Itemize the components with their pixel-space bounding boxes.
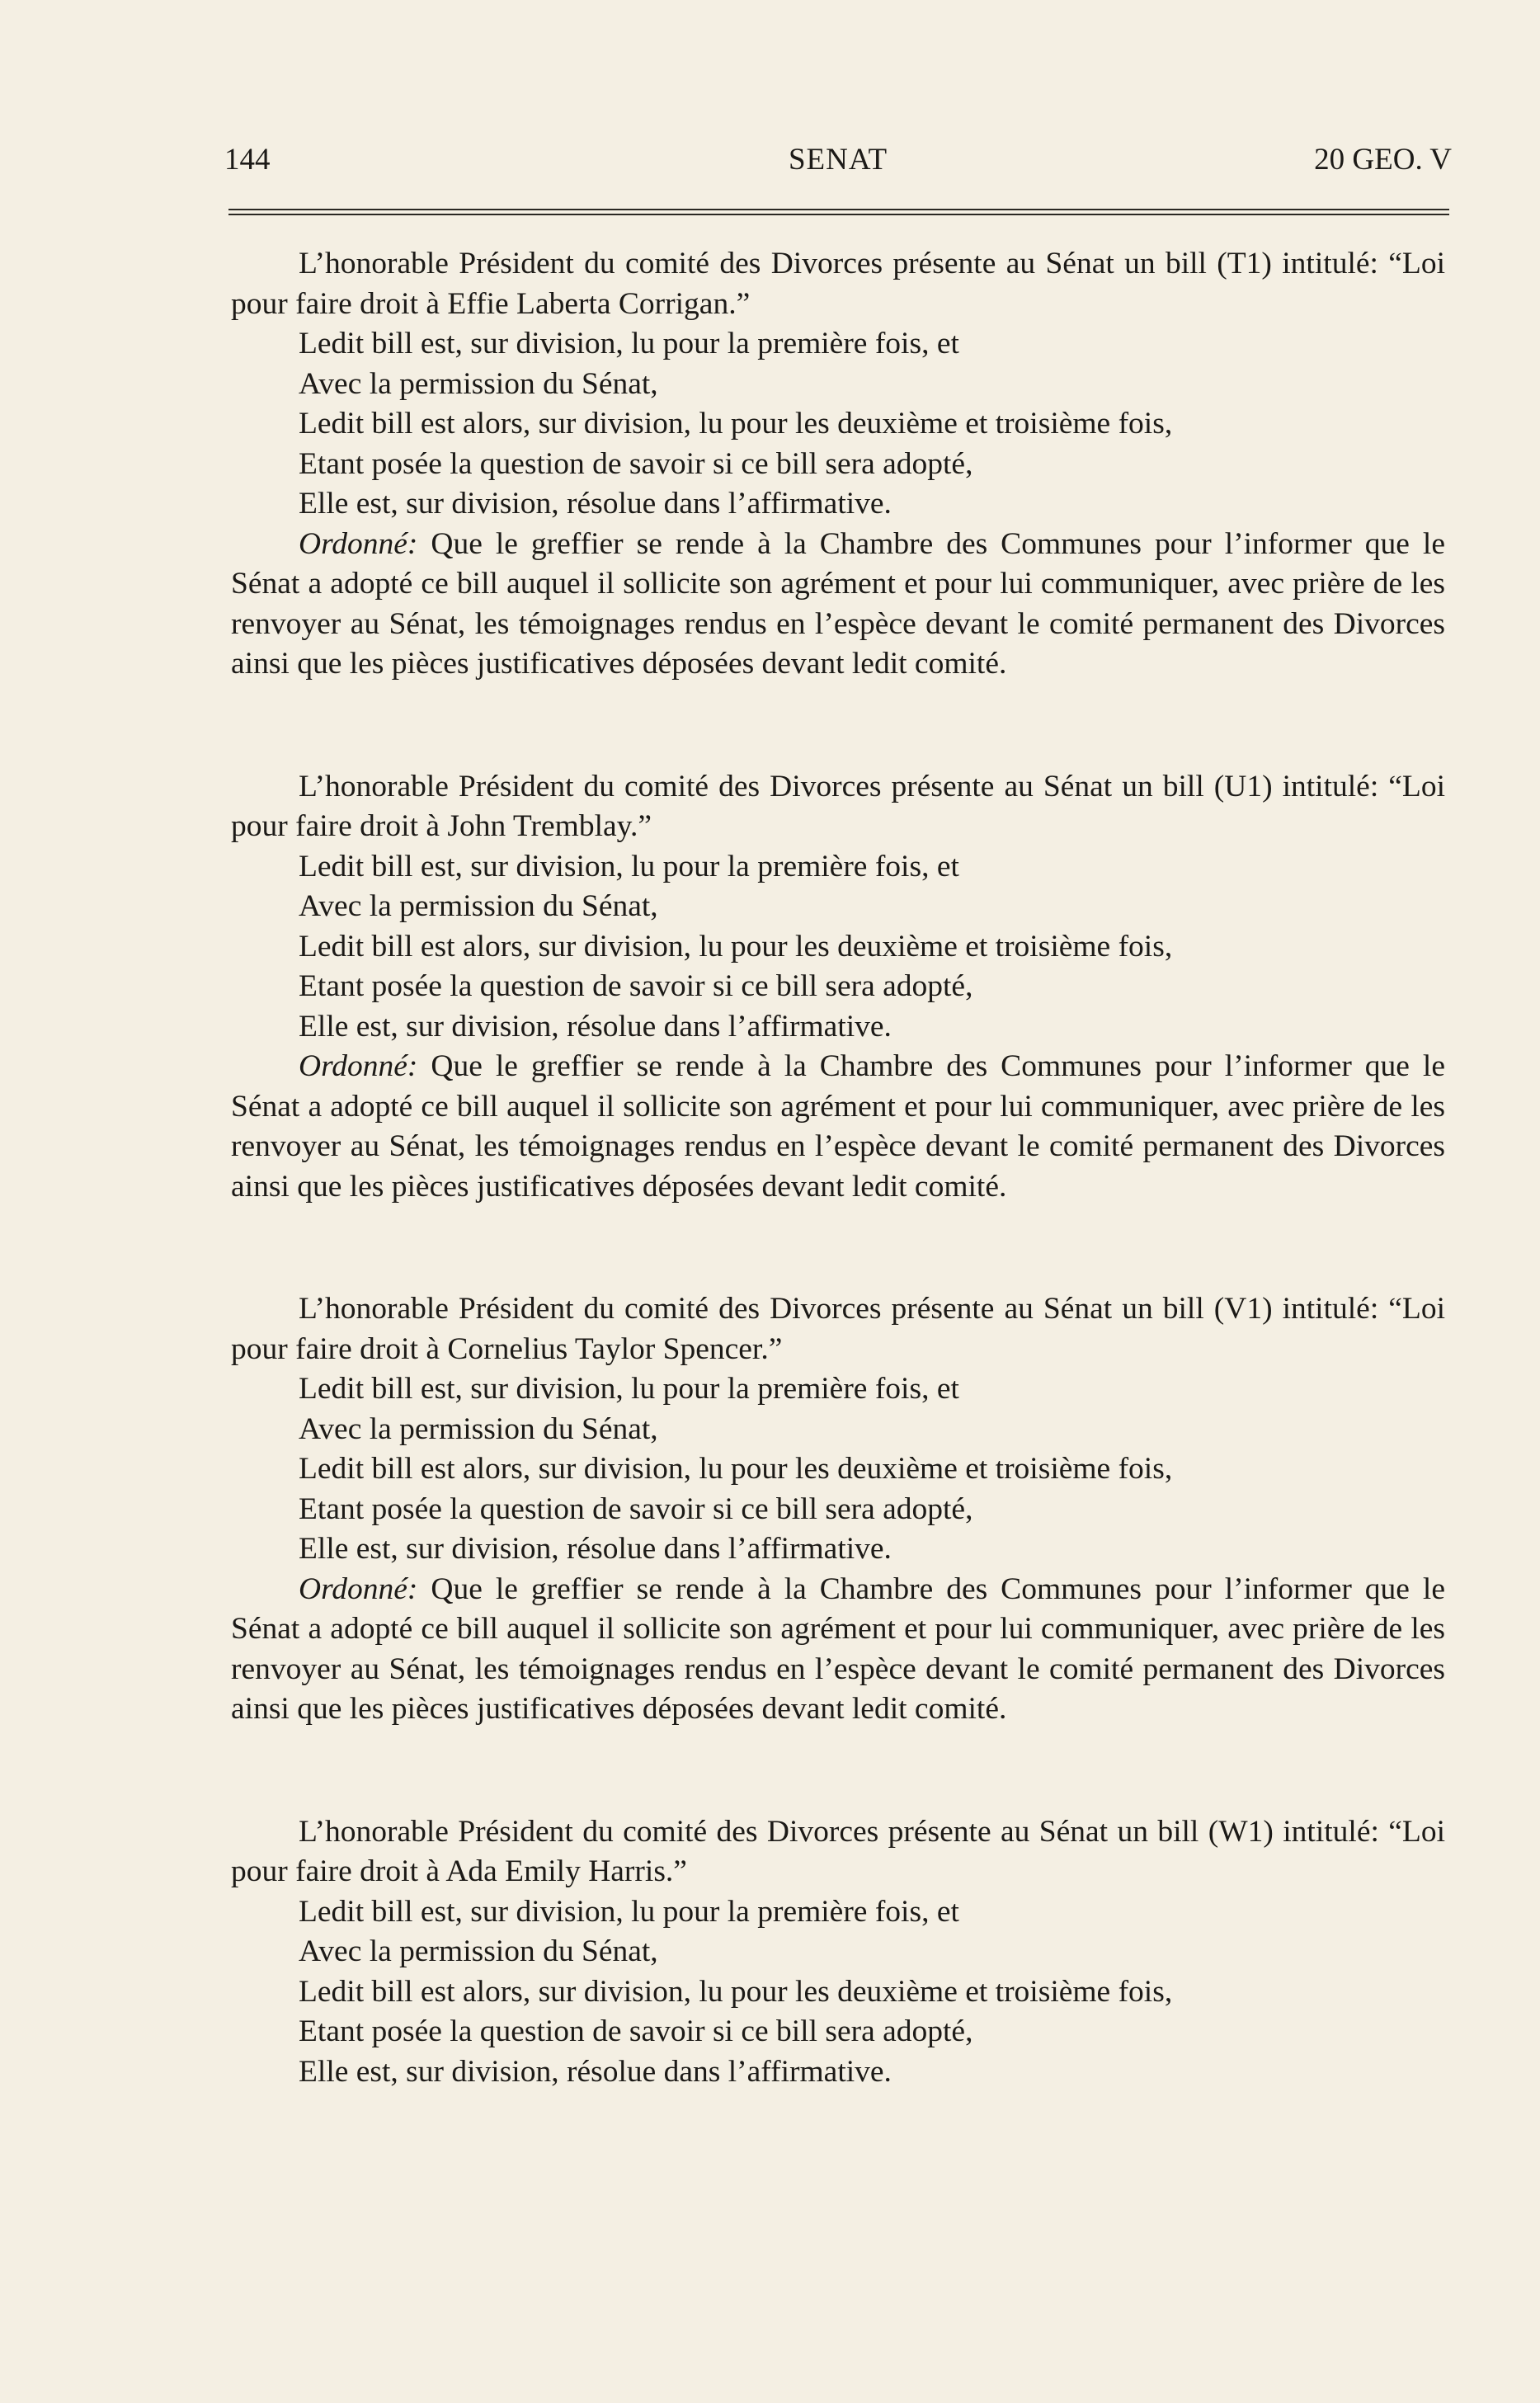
bill-intro: L’honorable Président du comité des Divorces présente au Sénat un bill (V1) intitulé: “Loi pour faire droit à Cornelius Taylor Spencer.”: [231, 1292, 1445, 1366]
bill-step: Avec la permission du Sénat,: [299, 366, 658, 401]
bill-step: Ledit bill est, sur division, lu pour la première fois, et: [299, 1894, 959, 1929]
bill-step: Elle est, sur division, résolue dans l’affirmative.: [299, 1532, 892, 1566]
bill-step: Etant posée la question de savoir si ce bill sera adopté,: [299, 2014, 973, 2048]
bill-intro: L’honorable Président du comité des Divorces présente au Sénat un bill (T1) intitulé: “Loi pour faire droit à Effie Laberta Corrigan.”: [231, 247, 1445, 321]
regnal-year: 20 GEO. V: [1314, 143, 1452, 177]
header-rule-bottom: [228, 214, 1449, 215]
bill-step: Elle est, sur division, résolue dans l’affirmative.: [299, 1009, 892, 1044]
bill-step: Ledit bill est, sur division, lu pour la première fois, et: [299, 327, 959, 360]
bill-step: Ledit bill est alors, sur division, lu pour les deuxième et troisième fois,: [299, 929, 1173, 964]
order-label: Ordonné:: [299, 1571, 418, 1606]
bill-step: Etant posée la question de savoir si ce bill sera adopté,: [299, 446, 973, 481]
bill-step: Ledit bill est alors, sur division, lu pour les deuxième et troisième fois,: [299, 1974, 1173, 2009]
order-label: Ordonné:: [299, 526, 418, 561]
bill-step: Etant posée la question de savoir si ce bill sera adopté,: [299, 1491, 973, 1526]
bill-step: Etant posée la question de savoir si ce bill sera adopté,: [299, 969, 973, 1003]
bill-intro: L’honorable Président du comité des Divorces présente au Sénat un bill (U1) intitulé: “Loi pour faire droit à John Tremblay.”: [231, 769, 1445, 843]
bill-step: Ledit bill est, sur division, lu pour la première fois, et: [299, 1372, 959, 1406]
bill-step: Avec la permission du Sénat,: [299, 889, 658, 923]
header-title: SENAT: [788, 143, 888, 177]
bill-step: Avec la permission du Sénat,: [299, 1411, 658, 1446]
bill-step: Ledit bill est alors, sur division, lu pour les deuxième et troisième fois,: [299, 407, 1173, 441]
bill-entry-v1: [231, 1289, 1445, 1730]
order-text: Que le greffier se rende à la Chambre des Communes pour l’informer que le Sénat a adopté ce bill auquel il sollicite son agrément et pour lui communiquer, avec prière de les renvoyer au Sénat, les témoignages rendus en l’espèce devant le comité permanent des Divorces ainsi que les pièces justificatives déposées devant ledit comité.: [231, 1571, 1445, 1726]
bill-entry-w1: [231, 1812, 1445, 2093]
page-number: 144: [224, 143, 271, 177]
bill-step: Ledit bill est alors, sur division, lu pour les deuxième et troisième fois,: [299, 1452, 1173, 1486]
order-paragraph: [231, 1047, 1445, 1207]
header-rule-top: [228, 209, 1449, 210]
order-text: Que le greffier se rende à la Chambre des Communes pour l’informer que le Sénat a adopté ce bill auquel il sollicite son agrément et pour lui communiquer, avec prière de les renvoyer au Sénat, les témoignages rendus en l’espèce devant le comité permanent des Divorces ainsi que les pièces justificatives déposées devant ledit comité.: [231, 526, 1445, 681]
page-body: [231, 244, 1445, 2092]
bill-step: Elle est, sur division, résolue dans l’affirmative.: [299, 487, 892, 521]
order-paragraph: [231, 525, 1445, 685]
bill-step: Avec la permission du Sénat,: [299, 1934, 658, 1968]
bill-entry-u1: [231, 767, 1445, 1208]
running-header: [224, 142, 1452, 183]
bill-intro: L’honorable Président du comité des Divorces présente au Sénat un bill (W1) intitulé: “Loi pour faire droit à Ada Emily Harris.”: [231, 1814, 1445, 1888]
bill-step: Ledit bill est, sur division, lu pour la première fois, et: [299, 849, 959, 883]
order-paragraph: [231, 1570, 1445, 1730]
order-label: Ordonné:: [299, 1049, 418, 1083]
order-text: Que le greffier se rende à la Chambre des Communes pour l’informer que le Sénat a adopté ce bill auquel il sollicite son agrément et pour lui communiquer, avec prière de les renvoyer au Sénat, les témoignages rendus en l’espèce devant le comité permanent des Divorces ainsi que les pièces justificatives déposées devant ledit comité.: [231, 1049, 1445, 1204]
bill-entry-t1: [231, 244, 1445, 685]
bill-step: Elle est, sur division, résolue dans l’affirmative.: [299, 2054, 892, 2089]
